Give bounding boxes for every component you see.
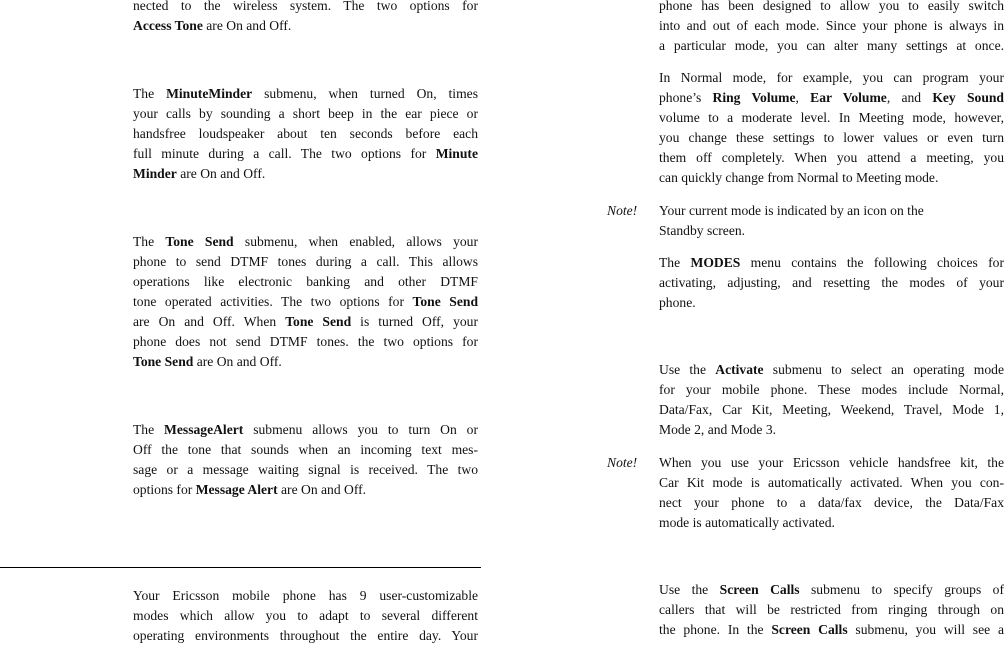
note-label: Note! [607,203,638,218]
text-line: Mode 2, and Mode 3. [659,422,777,437]
text-line: them off completely. When you attend a meeting, you [659,150,1004,165]
text-line: The Tone Send submenu, when enabled, allows your [133,234,478,249]
text-line: options for Message Alert are On and Off. [133,482,367,497]
text-line: activating, adjusting, and resetting the modes of your [659,275,1004,290]
screen-calls-paragraph [659,580,1004,640]
normal-mode-paragraph [659,68,1004,188]
text-line: are On and Off. When Tone Send is turned Off, your [133,314,478,329]
bold-term: Tone Send [412,294,478,309]
text-line: Use the Screen Calls submenu to specify groups of [659,582,1004,597]
text-line: Use the Activate submenu to select an operating mode [659,362,1004,377]
modes-continued-paragraph [659,0,1004,56]
text-line: your calls by sounding a short beep in the ear piece or [133,106,478,121]
text-line: phone’s Ring Volume, Ear Volume, and Key Sound [659,90,1004,105]
text-line: Your Ericsson mobile phone has 9 user-customizable [133,588,478,603]
bold-term: Tone Send [133,354,194,369]
text-line: The MODES menu contains the following choices for [659,255,1004,270]
text-line: Tone Send are On and Off. [133,354,282,369]
text-line: Access Tone are On and Off. [133,18,292,33]
bold-term: Ring Volume [712,90,796,105]
bold-term: MinuteMinder [166,86,253,101]
bold-term: Screen Calls [719,582,800,597]
bold-term: Ear Volume [810,90,887,105]
modes-menu-paragraph [659,253,1004,313]
text-line: tone operated activities. The two options for Tone Send [133,294,478,309]
text-line: the phone. In the Screen Calls submenu, you will see a [659,622,1004,637]
text-line: you change these settings to lower values or even turn [659,130,1004,145]
text-line: mode is automatically activated. [659,515,835,530]
text-line: Data/Fax, Car Kit, Meeting, Weekend, Travel, Mode 1, [659,402,1004,417]
text-line: operating environments throughout the entire day. Your [133,628,478,643]
bold-term: Tone Send [165,234,234,249]
text-line: The MessageAlert submenu allows you to turn On or [133,422,478,437]
text-line: sage or a message waiting signal is received. The two [133,462,478,477]
bold-term: Screen Calls [771,622,848,637]
note-label: Note! [607,455,638,470]
text-line: operations like electronic banking and other DTMF [133,274,478,289]
text-line: full minute during a call. The two options for Minute [133,146,478,161]
text-line: callers that will be restricted from ringing through on [659,602,1004,617]
text-line: Minder are On and Off. [133,166,266,181]
bold-term: Minder [133,166,177,181]
text-line: into and out of each mode. Since your phone is always in [659,18,1004,33]
text-line: can quickly change from Normal to Meeting mode. [659,170,939,185]
text-line: The MinuteMinder submenu, when turned On, times [133,86,478,101]
text-line: volume to a moderate level. In Meeting mode, however, [659,110,1004,125]
text-line: a particular mode, you can alter many settings at once. [659,38,1004,53]
text-line: Your current mode is indicated by an icon on the [659,203,924,218]
bold-term: Access Tone [133,18,203,33]
access-tone-paragraph [133,0,478,36]
text-line: phone to send DTMF tones during a call. This allows [133,254,478,269]
text-line: phone does not send DTMF tones. the two options for [133,334,478,349]
minute-minder-paragraph [133,84,478,184]
text-line: for your mobile phone. These modes include Normal, [659,382,1004,397]
text-line: Standby screen. [659,223,746,238]
text-line: handsfree loudspeaker about ten seconds before each [133,126,478,141]
note-car-kit [659,453,1004,533]
bold-term: MessageAlert [164,422,244,437]
text-line: nect your phone to a data/fax device, the Data/Fax [659,495,1004,510]
text-line: In Normal mode, for example, you can program your [659,70,1004,85]
text-line: modes which allow you to adapt to several different [133,608,478,623]
bold-term: MODES [690,255,741,270]
tone-send-paragraph [133,232,478,372]
text-line: Car Kit mode is automatically activated. When you con- [659,475,1004,490]
bold-term: Activate [715,362,764,377]
bold-term: Key Sound [932,90,1004,105]
section-divider [0,567,481,568]
text-line: phone. [659,295,696,310]
bold-term: Tone Send [285,314,352,329]
bold-term: Message Alert [195,482,278,497]
text-line: When you use your Ericsson vehicle handsfree kit, the [659,455,1004,470]
text-line: nected to the wireless system. The two options for [133,0,478,13]
note-current-mode [659,201,1004,241]
text-line: phone has been designed to allow you to easily switch [659,0,1004,13]
activate-paragraph [659,360,1004,440]
message-alert-paragraph [133,420,478,500]
modes-intro-paragraph [133,586,478,646]
bold-term: Minute [435,146,478,161]
text-line: Off the tone that sounds when an incoming text mes- [133,442,478,457]
